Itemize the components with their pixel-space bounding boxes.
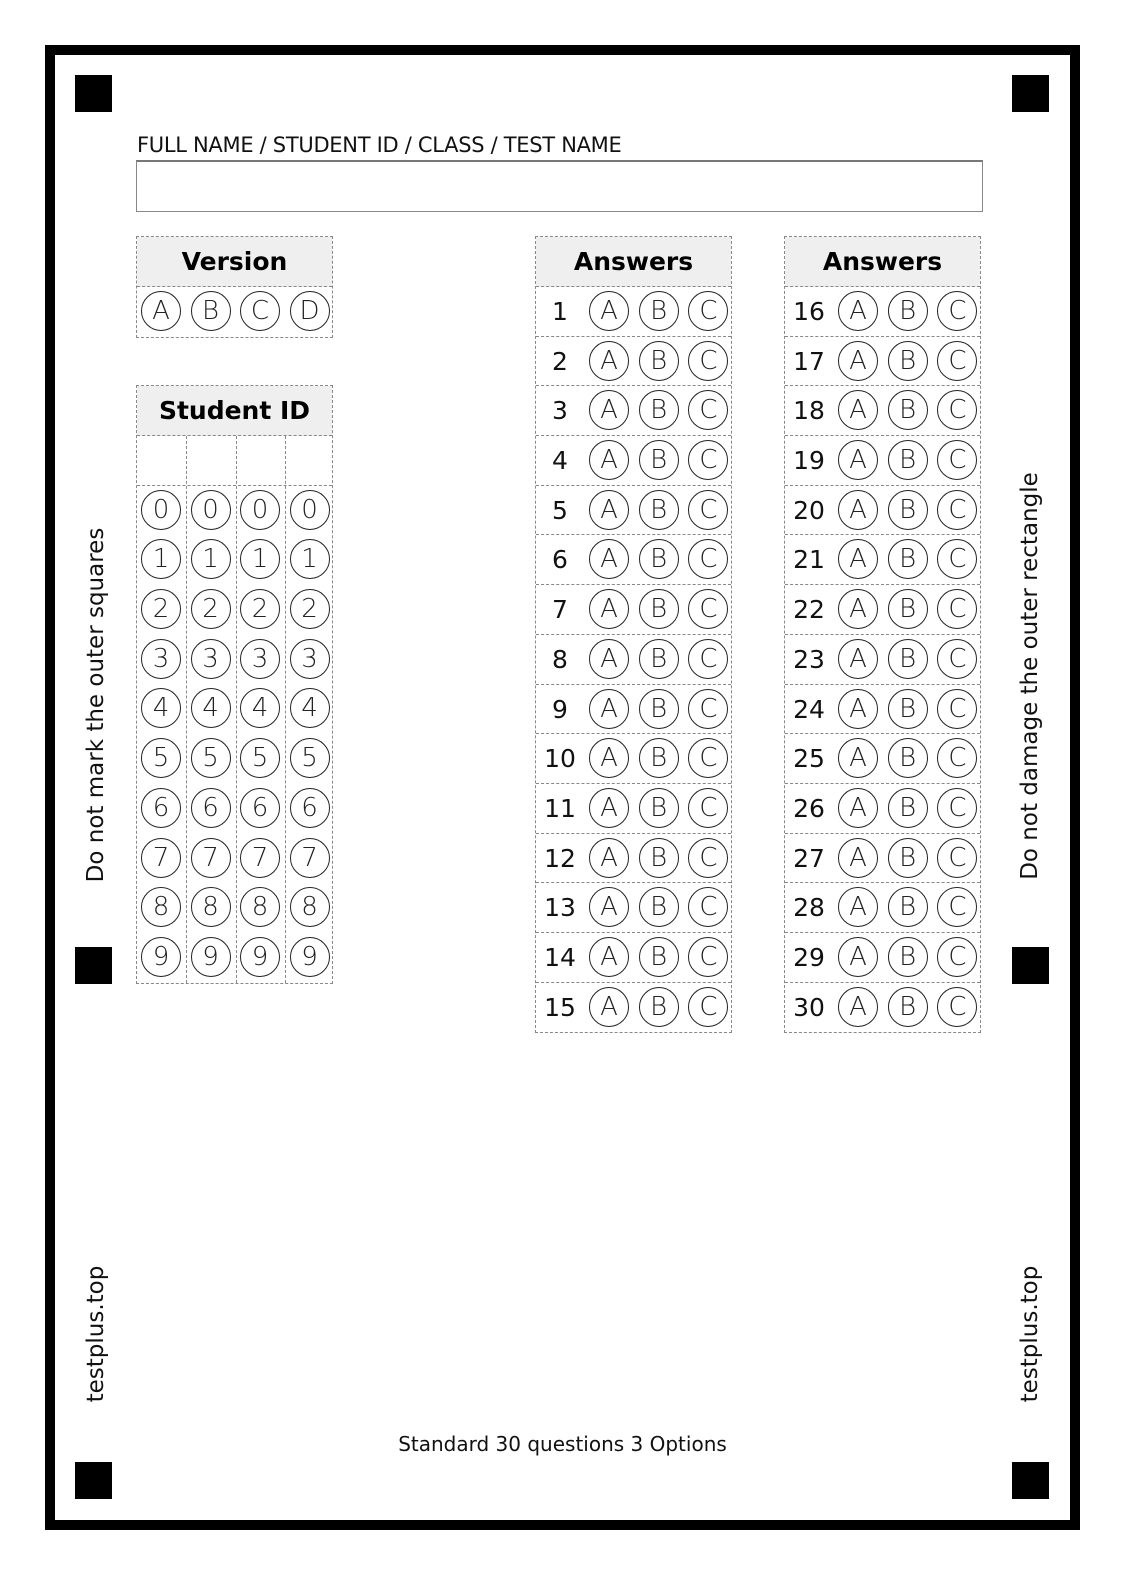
question-number: 7 <box>552 595 568 625</box>
side-marker-left <box>75 947 112 984</box>
question-number: 20 <box>793 495 825 525</box>
answer-row <box>536 685 731 735</box>
answer-bubble-b[interactable]: B <box>888 887 928 927</box>
answer-bubble-b[interactable]: B <box>888 490 928 530</box>
student-id-bubble[interactable]: 6 <box>240 788 280 828</box>
answer-bubble-a[interactable]: A <box>838 689 878 729</box>
question-number: 25 <box>793 744 825 774</box>
answer-row <box>536 983 731 1033</box>
question-number: 13 <box>544 893 576 923</box>
answer-bubble-c[interactable]: C <box>688 937 728 977</box>
answer-row <box>785 834 980 884</box>
version-section <box>136 236 333 338</box>
answer-bubble-c[interactable]: C <box>688 987 728 1027</box>
corner-marker-bottom-left <box>75 1462 112 1499</box>
student-id-digit-row <box>137 883 332 933</box>
student-id-bubble[interactable]: 8 <box>240 887 280 927</box>
student-id-bubble[interactable]: 0 <box>141 490 181 530</box>
answer-bubble-b[interactable]: B <box>639 490 679 530</box>
student-id-bubble[interactable]: 7 <box>191 838 231 878</box>
question-number: 16 <box>793 297 825 326</box>
answers-section-2 <box>784 236 981 1033</box>
student-id-bubble[interactable]: 2 <box>141 589 181 629</box>
answer-bubble-c[interactable]: C <box>688 539 728 579</box>
brand-right: testplus.top <box>1017 1265 1043 1403</box>
student-id-bubble[interactable]: 7 <box>240 838 280 878</box>
answer-row <box>785 635 980 685</box>
answer-bubble-c[interactable]: C <box>688 589 728 629</box>
answer-bubble-b[interactable]: B <box>639 987 679 1027</box>
answer-bubble-b[interactable]: B <box>639 738 679 778</box>
answer-row <box>785 535 980 585</box>
answer-bubble-b[interactable]: B <box>888 639 928 679</box>
answer-row <box>536 436 731 486</box>
answer-bubble-c[interactable]: C <box>688 341 728 381</box>
answer-bubble-a[interactable]: A <box>589 887 629 927</box>
student-id-bubble[interactable]: 9 <box>290 937 330 977</box>
answer-row <box>785 436 980 486</box>
question-number: 30 <box>793 992 825 1022</box>
answer-bubble-c[interactable]: C <box>937 639 977 679</box>
answer-row <box>536 386 731 436</box>
question-number: 5 <box>552 495 568 525</box>
column-divider <box>285 436 286 983</box>
student-id-digit-row <box>137 486 332 536</box>
answer-row <box>785 734 980 784</box>
question-number: 15 <box>544 992 576 1022</box>
question-number: 23 <box>793 644 825 674</box>
answer-bubble-b[interactable]: B <box>888 689 928 729</box>
student-id-digit-row <box>137 635 332 685</box>
answer-bubble-c[interactable]: C <box>688 887 728 927</box>
answer-bubble-c[interactable]: C <box>937 738 977 778</box>
answer-row <box>536 933 731 983</box>
answer-bubble-a[interactable]: A <box>838 490 878 530</box>
answer-bubble-a[interactable]: A <box>589 589 629 629</box>
answer-bubble-c[interactable]: C <box>937 440 977 480</box>
answer-bubble-a[interactable]: A <box>589 639 629 679</box>
student-id-write-row <box>137 436 332 486</box>
version-bubble-b[interactable]: B <box>191 291 231 331</box>
answer-row <box>536 635 731 685</box>
answer-bubble-c[interactable]: C <box>688 738 728 778</box>
question-number: 8 <box>552 644 568 674</box>
student-id-digit-row <box>137 585 332 635</box>
answer-bubble-c[interactable]: C <box>688 689 728 729</box>
student-id-bubble[interactable]: 0 <box>240 490 280 530</box>
answer-row <box>785 685 980 735</box>
student-id-digit-row <box>137 834 332 884</box>
answer-bubble-a[interactable]: A <box>838 788 878 828</box>
answer-bubble-c[interactable]: C <box>688 390 728 430</box>
answer-bubble-b[interactable]: B <box>639 937 679 977</box>
student-id-digit-row <box>137 684 332 734</box>
answer-bubble-b[interactable]: B <box>888 341 928 381</box>
student-id-digit-row <box>137 784 332 834</box>
question-number: 14 <box>544 942 576 972</box>
answer-bubble-b[interactable]: B <box>888 838 928 878</box>
student-id-bubble[interactable]: 1 <box>290 539 330 579</box>
question-number: 21 <box>793 545 825 575</box>
name-field-label: FULL NAME / STUDENT ID / CLASS / TEST NAME <box>137 133 622 157</box>
answer-bubble-c[interactable]: C <box>937 937 977 977</box>
left-instruction: Do not mark the outer squares <box>83 527 109 883</box>
version-options-row <box>137 287 332 337</box>
student-id-bubble[interactable]: 0 <box>290 490 330 530</box>
answer-bubble-a[interactable]: A <box>589 390 629 430</box>
student-id-bubble[interactable]: 3 <box>141 639 181 679</box>
answer-bubble-a[interactable]: A <box>589 788 629 828</box>
answer-bubble-a[interactable]: A <box>589 291 629 331</box>
answer-bubble-c[interactable]: C <box>937 341 977 381</box>
question-number: 19 <box>793 446 825 476</box>
answer-bubble-c[interactable]: C <box>937 291 977 331</box>
answer-bubble-a[interactable]: A <box>589 738 629 778</box>
student-id-bubble[interactable]: 5 <box>141 738 181 778</box>
answers-title-2: Answers <box>785 237 980 287</box>
student-id-bubble[interactable]: 8 <box>290 887 330 927</box>
question-number: 22 <box>793 595 825 625</box>
question-number: 3 <box>552 396 568 426</box>
answer-bubble-c[interactable]: C <box>688 490 728 530</box>
student-id-bubble[interactable]: 6 <box>290 788 330 828</box>
student-id-bubble[interactable]: 3 <box>191 639 231 679</box>
answer-bubble-c[interactable]: C <box>937 589 977 629</box>
answer-bubble-a[interactable]: A <box>589 440 629 480</box>
answer-bubble-b[interactable]: B <box>639 639 679 679</box>
right-instruction: Do not damage the outer rectangle <box>1017 472 1043 880</box>
answer-row <box>785 933 980 983</box>
answer-bubble-c[interactable]: C <box>937 987 977 1027</box>
answer-bubble-c[interactable]: C <box>937 788 977 828</box>
answer-bubble-b[interactable]: B <box>639 341 679 381</box>
corner-marker-top-right <box>1012 75 1049 112</box>
brand-left: testplus.top <box>83 1265 109 1403</box>
answer-row <box>785 784 980 834</box>
answer-row <box>536 287 731 337</box>
answer-row <box>785 983 980 1033</box>
question-number: 26 <box>793 793 825 823</box>
answer-bubble-c[interactable]: C <box>937 390 977 430</box>
student-id-bubble[interactable]: 0 <box>191 490 231 530</box>
answer-bubble-c[interactable]: C <box>937 539 977 579</box>
corner-marker-bottom-right <box>1012 1462 1049 1499</box>
question-number: 2 <box>552 346 568 376</box>
answer-bubble-a[interactable]: A <box>838 440 878 480</box>
answer-bubble-b[interactable]: B <box>639 838 679 878</box>
student-id-bubble[interactable]: 8 <box>141 887 181 927</box>
answer-bubble-b[interactable]: B <box>888 788 928 828</box>
answer-bubble-b[interactable]: B <box>888 589 928 629</box>
question-number: 17 <box>793 346 825 376</box>
student-id-bubble[interactable]: 4 <box>240 688 280 728</box>
answer-bubble-b[interactable]: B <box>639 390 679 430</box>
answer-bubble-c[interactable]: C <box>937 490 977 530</box>
answer-bubble-b[interactable]: B <box>888 539 928 579</box>
answer-bubble-a[interactable]: A <box>589 937 629 977</box>
answer-row <box>785 337 980 387</box>
answer-row <box>785 486 980 536</box>
question-number: 27 <box>793 843 825 873</box>
student-id-title: Student ID <box>137 386 332 436</box>
student-id-bubble[interactable]: 8 <box>191 887 231 927</box>
answer-row <box>785 585 980 635</box>
answer-bubble-c[interactable]: C <box>937 887 977 927</box>
student-id-bubble[interactable]: 9 <box>191 937 231 977</box>
student-id-bubble[interactable]: 1 <box>240 539 280 579</box>
answer-bubble-b[interactable]: B <box>639 887 679 927</box>
answer-bubble-b[interactable]: B <box>639 589 679 629</box>
answer-bubble-a[interactable]: A <box>838 838 878 878</box>
sheet-footer: Standard 30 questions 3 Options <box>398 1432 727 1456</box>
student-id-bubble[interactable]: 1 <box>191 539 231 579</box>
student-id-bubble[interactable]: 6 <box>141 788 181 828</box>
answer-bubble-b[interactable]: B <box>639 440 679 480</box>
answers-section-1 <box>535 236 732 1033</box>
answer-bubble-c[interactable]: C <box>688 639 728 679</box>
answer-bubble-b[interactable]: B <box>639 291 679 331</box>
answer-bubble-a[interactable]: A <box>838 887 878 927</box>
answer-bubble-a[interactable]: A <box>838 738 878 778</box>
question-number: 29 <box>793 942 825 972</box>
answer-bubble-a[interactable]: A <box>838 539 878 579</box>
answer-bubble-b[interactable]: B <box>639 539 679 579</box>
answer-row <box>536 585 731 635</box>
answer-bubble-c[interactable]: C <box>688 788 728 828</box>
student-id-digit-row <box>137 933 332 983</box>
question-number: 6 <box>552 545 568 575</box>
question-number: 1 <box>552 297 568 326</box>
column-divider <box>186 436 187 983</box>
answer-bubble-c[interactable]: C <box>937 838 977 878</box>
question-number: 28 <box>793 893 825 923</box>
answer-bubble-c[interactable]: C <box>688 440 728 480</box>
student-id-bubble[interactable]: 2 <box>240 589 280 629</box>
answer-bubble-b[interactable]: B <box>888 937 928 977</box>
student-id-grid <box>137 436 332 983</box>
answer-bubble-a[interactable]: A <box>589 490 629 530</box>
corner-marker-top-left <box>75 75 112 112</box>
answer-row <box>785 287 980 337</box>
answer-row <box>536 337 731 387</box>
student-id-bubble[interactable]: 2 <box>290 589 330 629</box>
student-id-section <box>136 385 333 984</box>
answer-row <box>785 386 980 436</box>
answer-bubble-b[interactable]: B <box>888 440 928 480</box>
answer-bubble-a[interactable]: A <box>838 937 878 977</box>
version-title: Version <box>137 237 332 287</box>
answer-bubble-b[interactable]: B <box>888 390 928 430</box>
answer-bubble-a[interactable]: A <box>589 987 629 1027</box>
answer-row <box>536 834 731 884</box>
version-bubble-a[interactable]: A <box>141 291 181 331</box>
answers-title-1: Answers <box>536 237 731 287</box>
student-id-bubble[interactable]: 9 <box>240 937 280 977</box>
answer-bubble-b[interactable]: B <box>888 291 928 331</box>
question-number: 11 <box>544 793 576 823</box>
answer-bubble-b[interactable]: B <box>639 788 679 828</box>
name-field[interactable] <box>136 160 983 212</box>
student-id-bubble[interactable]: 7 <box>290 838 330 878</box>
answer-bubble-c[interactable]: C <box>937 689 977 729</box>
answer-bubble-a[interactable]: A <box>589 838 629 878</box>
answer-bubble-a[interactable]: A <box>838 639 878 679</box>
answer-row <box>785 883 980 933</box>
answer-row <box>536 784 731 834</box>
student-id-bubble[interactable]: 4 <box>191 688 231 728</box>
answer-bubble-c[interactable]: C <box>688 838 728 878</box>
student-id-bubble[interactable]: 9 <box>141 937 181 977</box>
question-number: 18 <box>793 396 825 426</box>
student-id-bubble[interactable]: 7 <box>141 838 181 878</box>
answer-bubble-a[interactable]: A <box>838 291 878 331</box>
student-id-bubble[interactable]: 4 <box>290 688 330 728</box>
student-id-bubble[interactable]: 3 <box>290 639 330 679</box>
question-number: 10 <box>544 744 576 774</box>
question-number: 9 <box>552 694 568 724</box>
answer-bubble-b[interactable]: B <box>888 987 928 1027</box>
question-number: 4 <box>552 446 568 476</box>
answer-bubble-a[interactable]: A <box>838 341 878 381</box>
student-id-bubble[interactable]: 5 <box>290 738 330 778</box>
answer-bubble-a[interactable]: A <box>838 987 878 1027</box>
answer-bubble-a[interactable]: A <box>589 689 629 729</box>
student-id-bubble[interactable]: 4 <box>141 688 181 728</box>
answer-bubble-a[interactable]: A <box>589 341 629 381</box>
answer-row <box>536 734 731 784</box>
answer-bubble-b[interactable]: B <box>639 689 679 729</box>
version-bubble-c[interactable]: C <box>240 291 280 331</box>
version-bubble-d[interactable]: D <box>290 291 330 331</box>
answer-bubble-b[interactable]: B <box>888 738 928 778</box>
column-divider <box>236 436 237 983</box>
question-number: 12 <box>544 843 576 873</box>
answer-bubble-a[interactable]: A <box>589 539 629 579</box>
student-id-bubble[interactable]: 5 <box>240 738 280 778</box>
student-id-digit-row <box>137 734 332 784</box>
student-id-digit-row <box>137 535 332 585</box>
answer-bubble-c[interactable]: C <box>688 291 728 331</box>
answer-bubble-a[interactable]: A <box>838 390 878 430</box>
student-id-bubble[interactable]: 3 <box>240 639 280 679</box>
student-id-bubble[interactable]: 5 <box>191 738 231 778</box>
answer-row <box>536 883 731 933</box>
answer-bubble-a[interactable]: A <box>838 589 878 629</box>
question-number: 24 <box>793 694 825 724</box>
answer-row <box>536 486 731 536</box>
student-id-bubble[interactable]: 1 <box>141 539 181 579</box>
side-marker-right <box>1012 947 1049 984</box>
answer-row <box>536 535 731 585</box>
student-id-bubble[interactable]: 6 <box>191 788 231 828</box>
student-id-bubble[interactable]: 2 <box>191 589 231 629</box>
